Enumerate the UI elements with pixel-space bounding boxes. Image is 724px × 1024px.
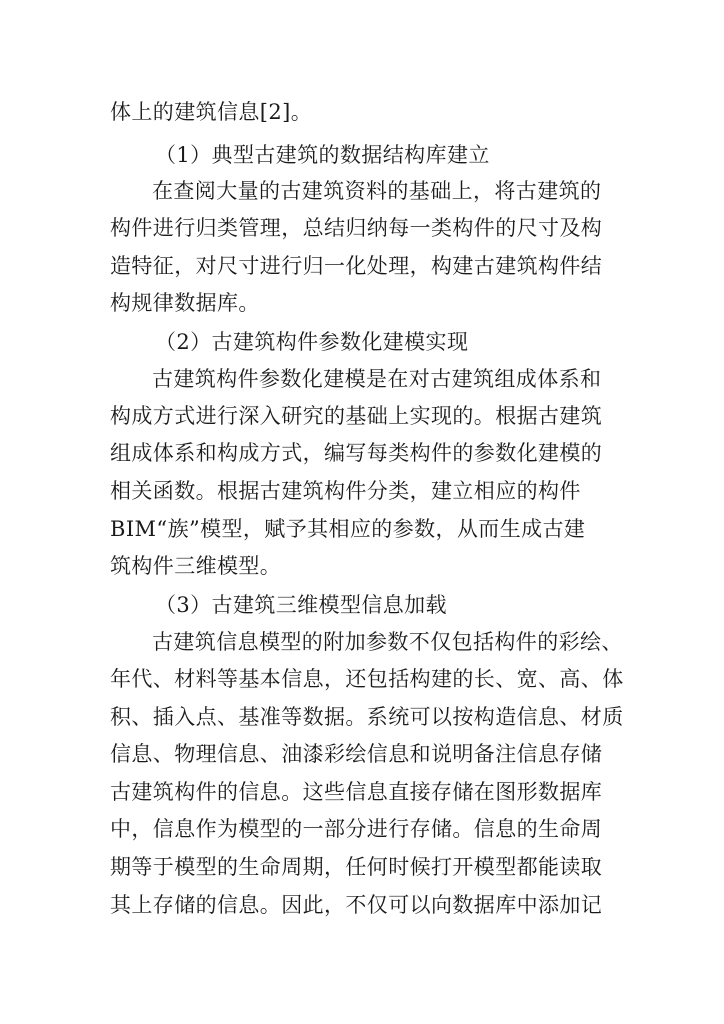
text-line: 筑构件三维模型。: [110, 554, 282, 578]
text-line: 体上的建筑信息[2]。: [110, 100, 313, 124]
text-line: 期等于模型的生命周期，任何时候打开模型都能读取: [110, 855, 603, 879]
text-line: 相关函数。根据古建筑构件分类，建立相应的构件: [110, 479, 581, 503]
text-line: 组成体系和构成方式，编写每类构件的参数化建模的: [110, 441, 603, 465]
text-line: 在查阅大量的古建筑资料的基础上，将古建筑的: [152, 179, 602, 203]
text-line: 中，信息作为模型的一部分进行存储。信息的生命周: [110, 817, 603, 841]
text-line: 古建筑信息模型的附加参数不仅包括构件的彩绘、: [152, 630, 623, 654]
text-line: 积、插入点、基准等数据。系统可以按构造信息、材质: [110, 705, 624, 729]
section-heading-3: （3）古建筑三维模型信息加载: [155, 593, 447, 617]
text-line: 构件进行归类管理，总结归纳每一类构件的尺寸及构: [110, 216, 603, 240]
text-line: 造特征，对尺寸进行归一化处理，构建古建筑构件结: [110, 254, 603, 278]
text-line: 构规律数据库。: [110, 291, 260, 315]
text-line: 古建筑构件的信息。这些信息直接存储在图形数据库: [110, 780, 603, 804]
text-line: BIM“族”模型，赋予其相应的参数，从而生成古建: [110, 517, 586, 541]
text-line: 构成方式进行深入研究的基础上实现的。根据古建筑: [110, 404, 603, 428]
text-line: 古建筑构件参数化建模是在对古建筑组成体系和: [152, 367, 602, 391]
text-line: 信息、物理信息、油漆彩绘信息和说明备注信息存储: [110, 742, 603, 766]
text-line: 其上存储的信息。因此，不仅可以向数据库中添加记: [110, 893, 603, 917]
section-heading-1: （1）典型古建筑的数据结构库建立: [155, 143, 490, 167]
text-line: 年代、材料等基本信息，还包括构建的长、宽、高、体: [110, 667, 624, 691]
section-heading-2: （2）古建筑构件参数化建模实现: [155, 330, 469, 354]
